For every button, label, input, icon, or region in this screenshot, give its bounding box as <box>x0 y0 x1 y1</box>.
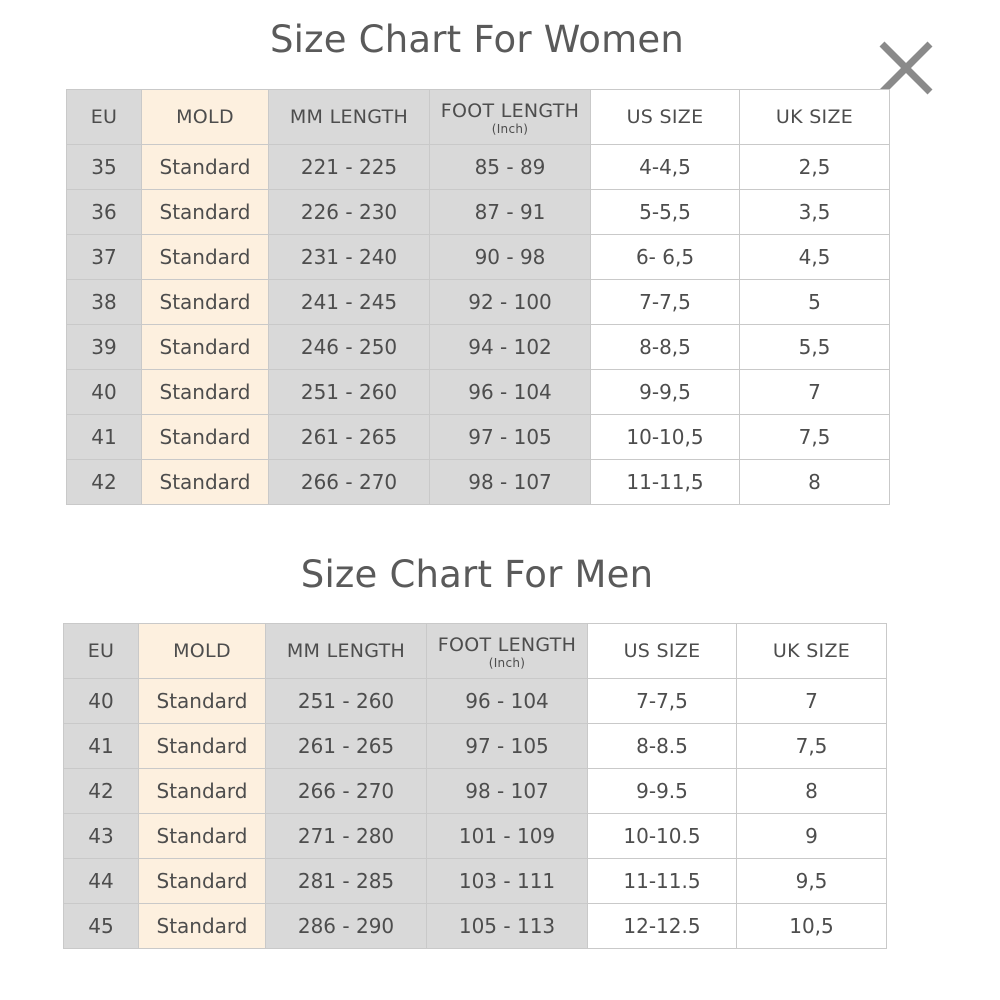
header-mold: MOLD <box>142 90 269 145</box>
cell-mm-length: 286 - 290 <box>266 904 427 949</box>
cell-mold: Standard <box>139 769 266 814</box>
women-size-chart-title: Size Chart For Women <box>269 18 685 61</box>
table-row <box>64 904 887 949</box>
table-row <box>67 190 890 235</box>
cell-us-size: 6- 6,5 <box>591 235 740 280</box>
cell-mm-length: 266 - 270 <box>266 769 427 814</box>
cell-mold: Standard <box>139 904 266 949</box>
cell-mm-length: 251 - 260 <box>266 679 427 724</box>
header-foot-length-label: FOOT LENGTH <box>440 99 580 122</box>
cell-uk-size: 7 <box>737 679 887 724</box>
cell-us-size: 10-10,5 <box>591 415 740 460</box>
cell-uk-size: 10,5 <box>737 904 887 949</box>
cell-mm-length: 266 - 270 <box>269 460 430 505</box>
cell-foot-length: 92 - 100 <box>430 280 591 325</box>
header-foot-length-unit: (Inch) <box>488 655 526 670</box>
cell-us-size: 11-11,5 <box>591 460 740 505</box>
cell-uk-size: 8 <box>740 460 890 505</box>
cell-eu: 38 <box>67 280 142 325</box>
cell-uk-size: 2,5 <box>740 145 890 190</box>
cell-us-size: 8-8.5 <box>588 724 737 769</box>
cell-uk-size: 5,5 <box>740 325 890 370</box>
cell-mm-length: 221 - 225 <box>269 145 430 190</box>
cell-foot-length: 98 - 107 <box>427 769 588 814</box>
cell-us-size: 9-9,5 <box>591 370 740 415</box>
cell-eu: 42 <box>67 460 142 505</box>
header-uk-size: UK SIZE <box>740 90 890 145</box>
cell-uk-size: 7 <box>740 370 890 415</box>
cell-mm-length: 226 - 230 <box>269 190 430 235</box>
table-row <box>67 145 890 190</box>
men-size-table <box>63 623 887 949</box>
table-row <box>67 415 890 460</box>
header-foot-length-unit: (Inch) <box>491 121 529 136</box>
men-table-header-row <box>64 624 887 679</box>
table-row <box>64 679 887 724</box>
cell-mold: Standard <box>142 415 269 460</box>
table-row <box>67 235 890 280</box>
cell-mold: Standard <box>139 859 266 904</box>
cell-foot-length: 90 - 98 <box>430 235 591 280</box>
header-mold: MOLD <box>139 624 266 679</box>
table-row <box>67 325 890 370</box>
table-row <box>67 280 890 325</box>
cell-mm-length: 251 - 260 <box>269 370 430 415</box>
cell-uk-size: 7,5 <box>737 724 887 769</box>
cell-uk-size: 8 <box>737 769 887 814</box>
cell-us-size: 12-12.5 <box>588 904 737 949</box>
cell-mold: Standard <box>139 724 266 769</box>
table-row <box>67 370 890 415</box>
header-us-size: US SIZE <box>591 90 740 145</box>
cell-mold: Standard <box>142 190 269 235</box>
cell-us-size: 9-9.5 <box>588 769 737 814</box>
cell-eu: 41 <box>64 724 139 769</box>
table-row <box>64 724 887 769</box>
cell-uk-size: 9 <box>737 814 887 859</box>
cell-mold: Standard <box>142 235 269 280</box>
cell-foot-length: 101 - 109 <box>427 814 588 859</box>
cell-eu: 41 <box>67 415 142 460</box>
cell-foot-length: 97 - 105 <box>430 415 591 460</box>
cell-mold: Standard <box>142 145 269 190</box>
cell-us-size: 7-7,5 <box>588 679 737 724</box>
cell-mold: Standard <box>142 325 269 370</box>
cell-eu: 35 <box>67 145 142 190</box>
cell-uk-size: 9,5 <box>737 859 887 904</box>
cell-us-size: 10-10.5 <box>588 814 737 859</box>
cell-mm-length: 281 - 285 <box>266 859 427 904</box>
cell-mold: Standard <box>139 679 266 724</box>
cell-uk-size: 3,5 <box>740 190 890 235</box>
cell-uk-size: 4,5 <box>740 235 890 280</box>
cell-foot-length: 94 - 102 <box>430 325 591 370</box>
cell-eu: 37 <box>67 235 142 280</box>
table-row <box>64 859 887 904</box>
cell-eu: 45 <box>64 904 139 949</box>
cell-us-size: 7-7,5 <box>591 280 740 325</box>
table-row <box>64 769 887 814</box>
cell-uk-size: 7,5 <box>740 415 890 460</box>
cell-mold: Standard <box>142 460 269 505</box>
cell-uk-size: 5 <box>740 280 890 325</box>
cell-eu: 39 <box>67 325 142 370</box>
cell-us-size: 8-8,5 <box>591 325 740 370</box>
men-size-chart-title: Size Chart For Men <box>300 553 654 596</box>
cell-eu: 40 <box>67 370 142 415</box>
cell-mm-length: 261 - 265 <box>269 415 430 460</box>
cell-mm-length: 261 - 265 <box>266 724 427 769</box>
cell-mm-length: 241 - 245 <box>269 280 430 325</box>
header-uk-size: UK SIZE <box>737 624 887 679</box>
cell-mm-length: 231 - 240 <box>269 235 430 280</box>
header-us-size: US SIZE <box>588 624 737 679</box>
header-foot-length-label: FOOT LENGTH <box>437 633 577 656</box>
cell-foot-length: 105 - 113 <box>427 904 588 949</box>
cell-foot-length: 85 - 89 <box>430 145 591 190</box>
women-size-table <box>66 89 890 505</box>
cell-foot-length: 103 - 111 <box>427 859 588 904</box>
cell-eu: 42 <box>64 769 139 814</box>
cell-foot-length: 87 - 91 <box>430 190 591 235</box>
cell-foot-length: 98 - 107 <box>430 460 591 505</box>
cell-eu: 44 <box>64 859 139 904</box>
table-row <box>67 460 890 505</box>
header-eu: EU <box>64 624 139 679</box>
cell-mold: Standard <box>142 280 269 325</box>
cell-foot-length: 96 - 104 <box>430 370 591 415</box>
cell-mm-length: 271 - 280 <box>266 814 427 859</box>
header-mm-length: MM LENGTH <box>266 624 427 679</box>
cell-foot-length: 97 - 105 <box>427 724 588 769</box>
cell-foot-length: 96 - 104 <box>427 679 588 724</box>
cell-eu: 40 <box>64 679 139 724</box>
cell-eu: 36 <box>67 190 142 235</box>
table-row <box>64 814 887 859</box>
header-eu: EU <box>67 90 142 145</box>
women-table-header-row <box>67 90 890 145</box>
cell-us-size: 4-4,5 <box>591 145 740 190</box>
header-mm-length: MM LENGTH <box>269 90 430 145</box>
cell-us-size: 5-5,5 <box>591 190 740 235</box>
cell-us-size: 11-11.5 <box>588 859 737 904</box>
header-foot-length <box>427 624 588 679</box>
cell-mold: Standard <box>139 814 266 859</box>
cell-eu: 43 <box>64 814 139 859</box>
cell-mold: Standard <box>142 370 269 415</box>
cell-mm-length: 246 - 250 <box>269 325 430 370</box>
header-foot-length <box>430 90 591 145</box>
